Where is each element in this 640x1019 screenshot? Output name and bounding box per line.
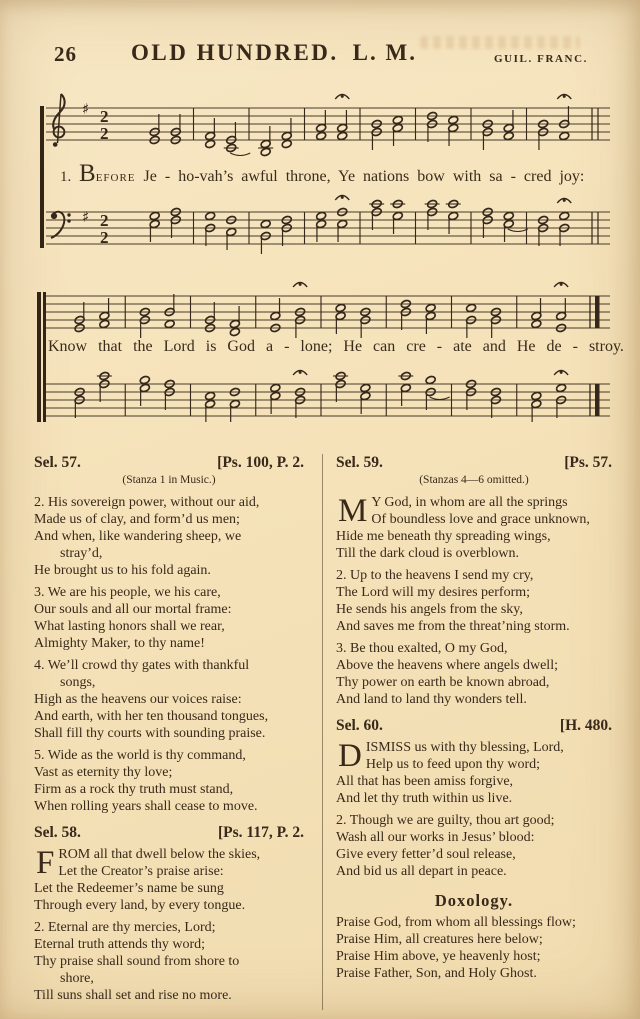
verse-line: And land to land thy wonders tell. (336, 692, 527, 707)
hymn-verse (34, 657, 304, 742)
hymn-verse (336, 914, 612, 982)
verse-line: Praise God, from whom all blessings flow; (336, 915, 576, 930)
verse-line: Made us of clay, and form’d us men; (34, 512, 240, 527)
selection-note: (Stanzas 4—6 omitted.) (419, 474, 529, 486)
lyric-text: Je - ho-vah’s awful throne, Ye nations bow with sa - cred joy: (135, 168, 585, 185)
svg-text:♯: ♯ (82, 208, 90, 226)
selection-number: Sel. 59. (336, 454, 383, 471)
verse-line: And saves me from the threat’ning storm. (336, 619, 570, 634)
hymn-title: OLD HUNDRED. (131, 40, 339, 65)
selection-number: Sel. 58. (34, 824, 81, 841)
lyric-line-2 (48, 338, 624, 356)
verse-line: He brought us to his fold again. (34, 563, 211, 578)
svg-text:2: 2 (100, 124, 109, 143)
hymn-verse (34, 747, 304, 815)
composer-credit: GUIL. FRANC. (493, 53, 588, 65)
verse-line: 2. Eternal are thy mercies, Lord; (34, 920, 216, 935)
selection-note: (Stanza 1 in Music.) (122, 474, 216, 486)
verse-line: Praise Father, Son, and Holy Ghost. (336, 966, 537, 981)
hymn-text-columns (34, 452, 612, 1014)
lyric-smallcaps: EFORE (95, 172, 136, 184)
hymn-verse (336, 812, 612, 880)
verse-dropcap: M (338, 493, 368, 529)
verse-line: Above the heavens where angels dwell; (336, 658, 558, 673)
hymn-meter: L. M. (352, 40, 417, 65)
hymn-verse (336, 494, 612, 562)
verse-line: songs, (60, 675, 96, 690)
selection-heading (336, 717, 612, 734)
music-engraving (0, 0, 640, 450)
svg-text:2: 2 (100, 107, 109, 126)
staff-bass-system-1 (42, 188, 614, 266)
verse-line: Y God, in whom are all the springs (371, 495, 568, 510)
verse-line: Firm as a rock thy truth must stand, (34, 782, 234, 797)
hymn-verse (336, 739, 612, 807)
staff-bass-system-2 (42, 360, 614, 438)
verse-line: Eternal truth attends thy word; (34, 937, 206, 952)
selection-reference: [Ps. 57. (564, 454, 612, 471)
selection-number: Sel. 57. (34, 454, 81, 471)
verse-line: ISMISS us with thy blessing, Lord, (365, 740, 564, 755)
verse-line: What lasting honors shall we rear, (34, 619, 225, 634)
selection-heading (336, 454, 612, 471)
verse-line: And let thy truth within us live. (336, 791, 513, 806)
verse-line: All that has been amiss forgive, (336, 774, 514, 789)
verse-line: Till the dark cloud is overblown. (336, 546, 520, 561)
hymn-verse (34, 919, 304, 1004)
verse-line: 2. His sovereign power, without our aid, (34, 495, 260, 510)
selection-reference: [Ps. 100, P. 2. (217, 454, 304, 471)
lyric-verse-number: 1. (60, 169, 79, 185)
system-2-brace-outer (37, 292, 41, 422)
hymn-verse (34, 584, 304, 652)
verse-line: stray’d, (60, 546, 103, 561)
verse-line: The Lord will my desires perform; (336, 585, 531, 600)
svg-text:♯: ♯ (82, 100, 90, 118)
verse-line: 4. We’ll crowd thy gates with thankful (34, 658, 250, 673)
page-number: 26 (54, 42, 77, 66)
verse-line: Of boundless love and grace unknown, (371, 512, 590, 527)
verse-line: Praise Him above, ye heavenly host; (336, 949, 541, 964)
right-column (336, 452, 612, 1014)
selection-heading (34, 454, 304, 471)
verse-line: Vast as eternity thy love; (34, 765, 173, 780)
lyric-text: Know that the Lord is God a - lone; He can cre - ate and He de - stroy. (48, 338, 624, 355)
verse-line: Hide me beneath thy spreading wings, (336, 529, 551, 544)
verse-line: Let the Redeemer’s name be sung (34, 881, 224, 896)
staff-treble-system-1 (42, 84, 614, 162)
svg-text:2: 2 (100, 211, 109, 230)
verse-line: Let the Creator’s praise arise: (58, 864, 224, 879)
verse-line: Give every fetter’d soul release, (336, 847, 516, 862)
verse-line: 3. Be thou exalted, O my God, (336, 641, 508, 656)
column-divider-rule (322, 454, 323, 1010)
verse-line: Thy power on earth be known abroad, (336, 675, 550, 690)
verse-line: Thy praise shall sound from shore to (34, 954, 240, 969)
verse-line: 5. Wide as the world is thy command, (34, 748, 246, 763)
hymn-verse (34, 494, 304, 579)
verse-line: 2. Up to the heavens I send my cry, (336, 568, 534, 583)
selection-reference: [H. 480. (559, 717, 612, 734)
verse-line: Our souls and all our mortal frame: (34, 602, 232, 617)
verse-line: Almighty Maker, to thy name! (34, 636, 205, 651)
verse-line: 2. Though we are guilty, thou art good; (336, 813, 555, 828)
verse-line: High as the heavens our voices raise: (34, 692, 242, 707)
hymn-verse (336, 640, 612, 708)
selection-number: Sel. 60. (336, 717, 383, 734)
hymn-verse (34, 846, 304, 914)
verse-line: And bid us all depart in peace. (336, 864, 507, 879)
verse-line: When rolling years shall cease to move. (34, 799, 258, 814)
lyric-dropcap: B (79, 160, 96, 187)
doxology-heading: Doxology. (434, 891, 514, 910)
verse-line: And earth, with her ten thousand tongues, (34, 709, 269, 724)
lyric-line-1 (60, 160, 610, 187)
verse-line: Shall fill thy courts with sounding praise. (34, 726, 266, 741)
verse-line: He sends his angels from the sky, (336, 602, 523, 617)
selection-heading (34, 824, 304, 841)
verse-line: Praise Him, all creatures here below; (336, 932, 543, 947)
verse-line: shore, (60, 971, 94, 986)
verse-dropcap: D (338, 738, 362, 774)
verse-dropcap: F (36, 845, 55, 881)
verse-line: Wash all our works in Jesus’ blood: (336, 830, 535, 845)
hymn-verse (336, 567, 612, 635)
left-column (34, 452, 304, 1014)
verse-line: And when, like wandering sheep, we (34, 529, 242, 544)
selection-reference: [Ps. 117, P. 2. (218, 824, 304, 841)
verse-line: ROM all that dwell below the skies, (58, 847, 261, 862)
verse-line: 3. We are his people, we his care, (34, 585, 221, 600)
verse-line: Through every land, by every tongue. (34, 898, 246, 913)
svg-text:2: 2 (100, 228, 109, 247)
verse-line: Till suns shall set and rise no more. (34, 988, 232, 1003)
verse-line: Help us to feed upon thy word; (365, 757, 541, 772)
